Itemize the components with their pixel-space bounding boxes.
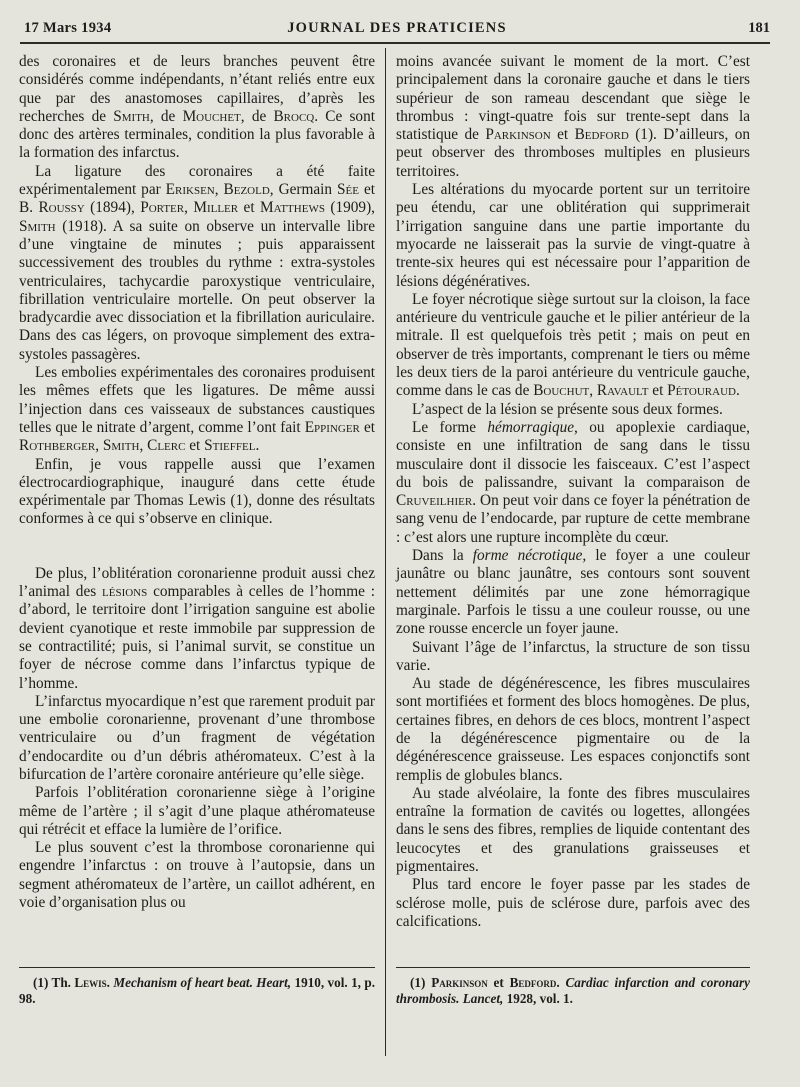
paragraph: Le foyer nécrotique siège surtout sur la cloison, la face antérieure du ventricule gauche et le pilier antérieur de la mitrale. Il est quelquefois très petit ; mais on peut en observer de très importants, comprenant le tiers ou même les deux tiers de la paroi antérieure du ventricule gauche, comme dans le cas de Bouchut, Ravault et Pétouraud. xyxy=(396,290,750,400)
paragraph: Suivant l’âge de l’infarctus, la structure de son tissu varie. xyxy=(396,638,750,674)
paragraph: moins avancée suivant le moment de la mort. C’est principalement dans la coronaire gauche et dans le tiers supérieur de son rameau descendant que siège le thrombus : vingt-quatre fois sur trente-sept dans la statistique de Parkinson et Bedford (1). D’ailleurs, on peut observer des thromboses multiples en plusieurs territoires. xyxy=(396,53,750,180)
paragraph: L’aspect de la lésion se présente sous deux formes. xyxy=(412,400,723,418)
footnote-right: (1) Parkinson et Bedford. Cardiac infarction and coronary thrombosis. Lancet, 1928, vol. 1. xyxy=(396,975,750,1006)
journal-title: JOURNAL DES PRATICIENS xyxy=(287,20,507,36)
paragraph: Au stade de dégénérescence, les fibres musculaires sont mortifiées et forment des blocs homogènes. De plus, certaines fibres, en dehors de ces blocs, montrent l’aspect de la dégénérescence pigmentaire ou de la dégénérescence graisseuse. Les espaces conjonctifs sont remplis de globules blancs. xyxy=(396,675,750,784)
paragraph: Au stade alvéolaire, la fonte des fibres musculaires entraîne la formation de cavités ou logettes, allongées dans le sens des fibres, remplies de liquide contentant des leucocytes et des granulations graisseuses et pigmentaires. xyxy=(396,784,750,876)
left-column xyxy=(19,53,375,912)
footnote-rule-left xyxy=(19,967,375,968)
paragraph: Le plus souvent c’est la thrombose coronarienne qui engendre l’infarctus : on trouve à l’autopsie, dans un segment athéromateux de l’artère, un caillot adhérent, en voie d’organisation plus ou xyxy=(19,839,375,912)
paragraph: Dans la forme nécrotique, le foyer a une couleur jaunâtre ou blanc jaunâtre, ses contours sont souvent nettement délimités par une zone hémorragique marginale. Parfois le tissu a une couleur rousse, ou une zone rousse encercle un foyer jaune. xyxy=(396,547,750,638)
page-number: 181 xyxy=(748,20,770,36)
footnote-rule-right xyxy=(396,967,750,968)
paragraph: des coronaires et de leurs branches peuvent être considérés comme indépendants, n’étant reliés entre eux que par des anastomoses capillaires, d’après les recherches de Smith, de Mouchet, de Brocq. Ce sont donc des artères terminales, condition la plus favorable à la formation des infarctus. xyxy=(19,53,375,162)
paragraph: Enfin, je vous rappelle aussi que l’examen électrocardiographique, inauguré dans cette étude expérimentale par Thomas Lewis (1), donne des résultats conformes à ce qui s’observe en clinique. xyxy=(19,455,375,528)
footnote-left: (1) Th. Lewis. Mechanism of heart beat. Heart, 1910, vol. 1, p. 98. xyxy=(19,975,375,1006)
paragraph: Parfois l’oblitération coronarienne siège à l’origine même de l’artère ; il s’agit d’une plaque athéromateuse qui rétrécit et efface la lumière de l’orifice. xyxy=(19,784,375,838)
paragraph: Plus tard encore le foyer passe par les stades de sclérose molle, puis de sclérose dure, parfois avec des calcifications. xyxy=(396,876,750,930)
running-header xyxy=(24,18,770,38)
right-column xyxy=(396,53,750,931)
paragraph: La ligature des coronaires a été faite expérimentalement par Eriksen, Bezold, Germain Sée et B. Roussy (1894), Porter, Miller et Matthews (1909), Smith (1918). A sa suite on observe un intervalle libre d’une vingtaine de minutes ; puis apparaissent successivement des troubles du rythme : extra-systoles ventriculaires, tachycardie paroxystique ventriculaire, fibrillation ventriculaire mortelle. On peut observer la bradycardie avec dissociation et la fibrillation auriculaire. Dans des cas légers, on provoque simplement des extra-systoles passagères. xyxy=(19,162,375,363)
paragraph: L’infarctus myocardique n’est que rarement produit par une embolie coronarienne, provenant d’une thrombose ventriculaire ou d’un fragment de végétation d’endocardite ou d’un débris athéromateux. C’est à la bifurcation de l’artère coronaire antérieure qu’elle siège. xyxy=(19,692,375,783)
header-rule xyxy=(20,42,770,44)
paragraph: Le forme hémorragique, ou apoplexie cardiaque, consiste en une infiltration de sang dans le tissu musculaire dont il dissocie les faisceaux. C’est l’aspect du bois de palissandre, suivant la comparaison de Cruveilhier. On peut voir dans ce foyer la pénétration de sang venu de l’endocarde, par rupture de cette membrane : c’est alors une rupture incomplète du cœur. xyxy=(396,418,750,546)
paragraph: Les altérations du myocarde portent sur un territoire peu étendu, car une oblitération qui supprimerait l’irrigation sanguine dans une partie importante du myocarde ne laisserait pas la survie de vingt-quatre à trente-six heures qui est nécessaire pour l’apparition de lésions dégénératives. xyxy=(396,181,750,290)
issue-date: 17 Mars 1934 xyxy=(24,20,112,36)
paragraph: De plus, l’oblitération coronarienne produit aussi chez l’animal des lésions comparables à celles de l’homme : d’abord, le territoire dont l’irrigation sanguine est abolie devient cyanotique et reste immobile par suppression de se contractilité; puis, si l’animal survit, se constitue un foyer de nécrose comme dans l’infarctus typique de l’homme. xyxy=(19,564,375,692)
paragraph: Les embolies expérimentales des coronaires produisent les mêmes effets que les ligatures. De même aussi l’injection dans ces vaisseaux de substances caustiques telles que le nitrate d’argent, comme l’ont fait Eppinger et Rothberger, Smith, Clerc et Stieffel. xyxy=(19,364,375,455)
column-divider xyxy=(385,48,386,1056)
